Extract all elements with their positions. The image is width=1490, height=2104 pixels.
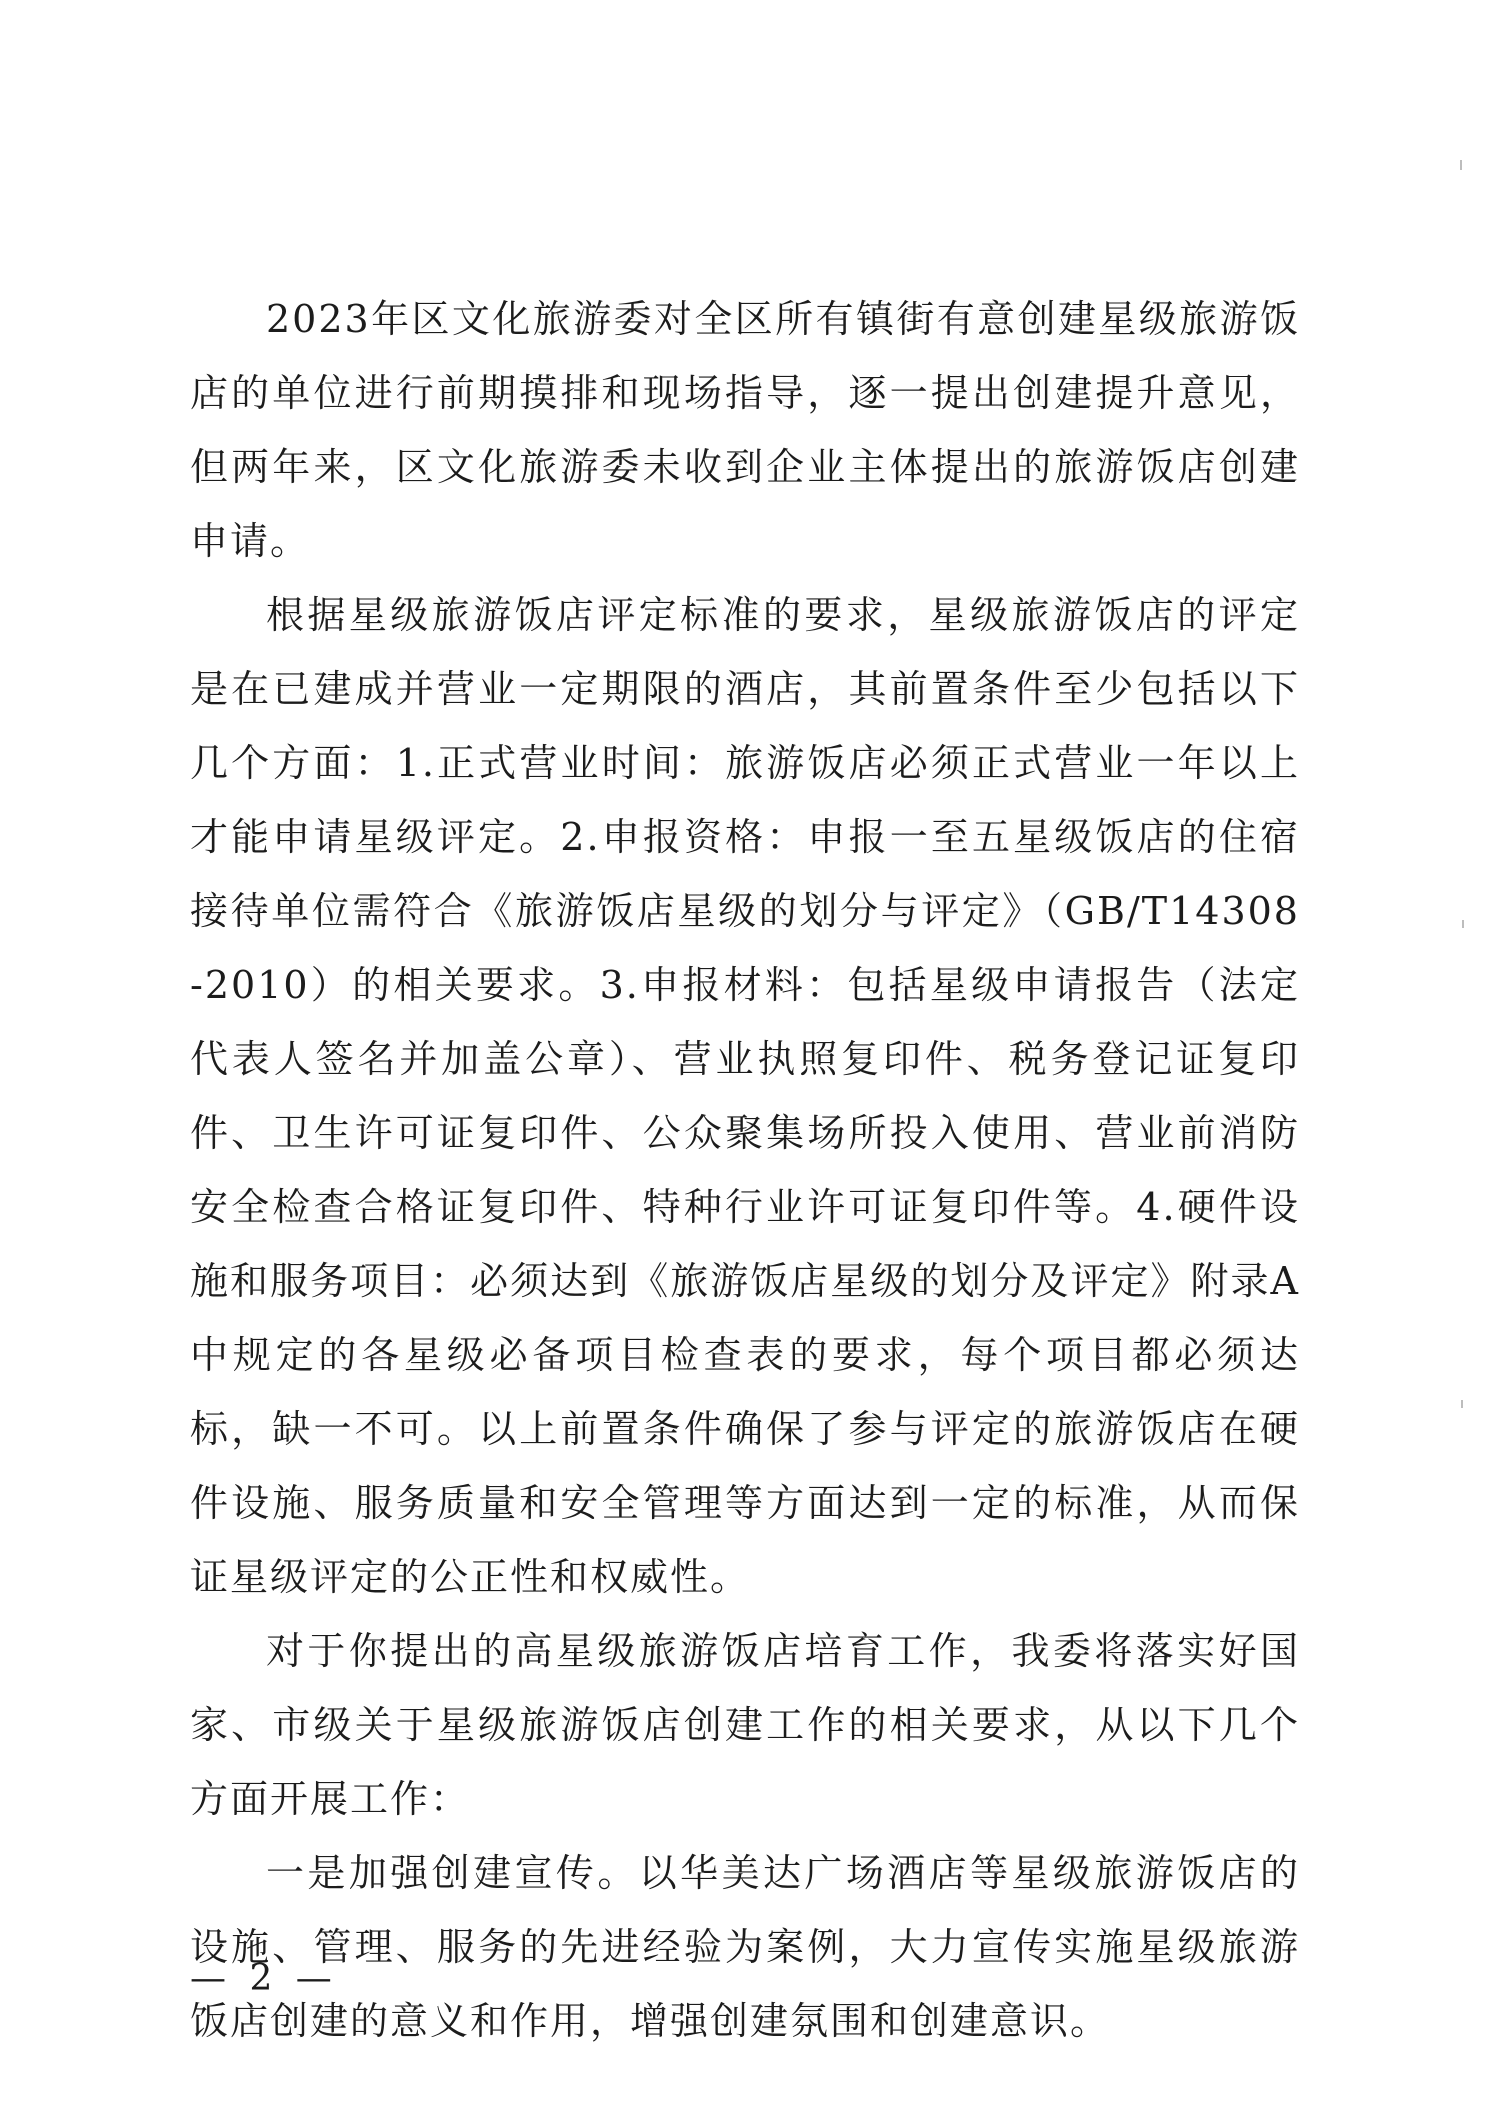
scan-edge-mark bbox=[1461, 1400, 1463, 1408]
paragraph-promotion: 一是加强创建宣传。以华美达广场酒店等星级旅游饭店的设施、管理、服务的先进经验为案例，大力宣传实施星级旅游饭店创建的意义和作用，增强创建氛围和创建意识。 bbox=[190, 1851, 1300, 2043]
paragraph-rating-standards: 根据星级旅游饭店评定标准的要求，星级旅游饭店的评定是在已建成并营业一定期限的酒店，其前置条件至少包括以下几个方面：1.正式营业时间：旅游饭店必须正式营业一年以上才能申请星级评定。2.申报资格：申报一至五星级饭店的住宿接待单位需符合《旅游饭店星级的划分与评定》（GB/T14308-2010）的相关要求。3.申报材料：包括星级申请报告（法定代表人签名并加盖公章）、营业执照复印件、税务登记证复印件、卫生许可证复印件、公众聚集场所投入使用、营业前消防安全检查合格证复印件、特种行业许可证复印件等。4.硬件设施和服务项目：必须达到《旅游饭店星级的划分及评定》附录A中规定的各星级必备项目检查表的要求，每个项目都必须达标，缺一不可。以上前置条件确保了参与评定的旅游饭店在硬件设施、服务质量和安全管理等方面达到一定的标准，从而保证星级评定的公正性和权威性。 bbox=[190, 593, 1300, 1599]
page-number: — 2 — bbox=[190, 1958, 338, 1999]
body-text bbox=[190, 282, 1300, 2058]
scan-edge-mark bbox=[1462, 920, 1464, 928]
scan-edge-mark bbox=[1460, 160, 1462, 170]
paragraph-cultivation-plan: 对于你提出的高星级旅游饭店培育工作，我委将落实好国家、市级关于星级旅游饭店创建工作的相关要求，从以下几个方面开展工作： bbox=[190, 1629, 1300, 1821]
paragraph-intro: 2023年区文化旅游委对全区所有镇街有意创建星级旅游饭店的单位进行前期摸排和现场指导，逐一提出创建提升意见，但两年来，区文化旅游委未收到企业主体提出的旅游饭店创建申请。 bbox=[190, 297, 1300, 563]
